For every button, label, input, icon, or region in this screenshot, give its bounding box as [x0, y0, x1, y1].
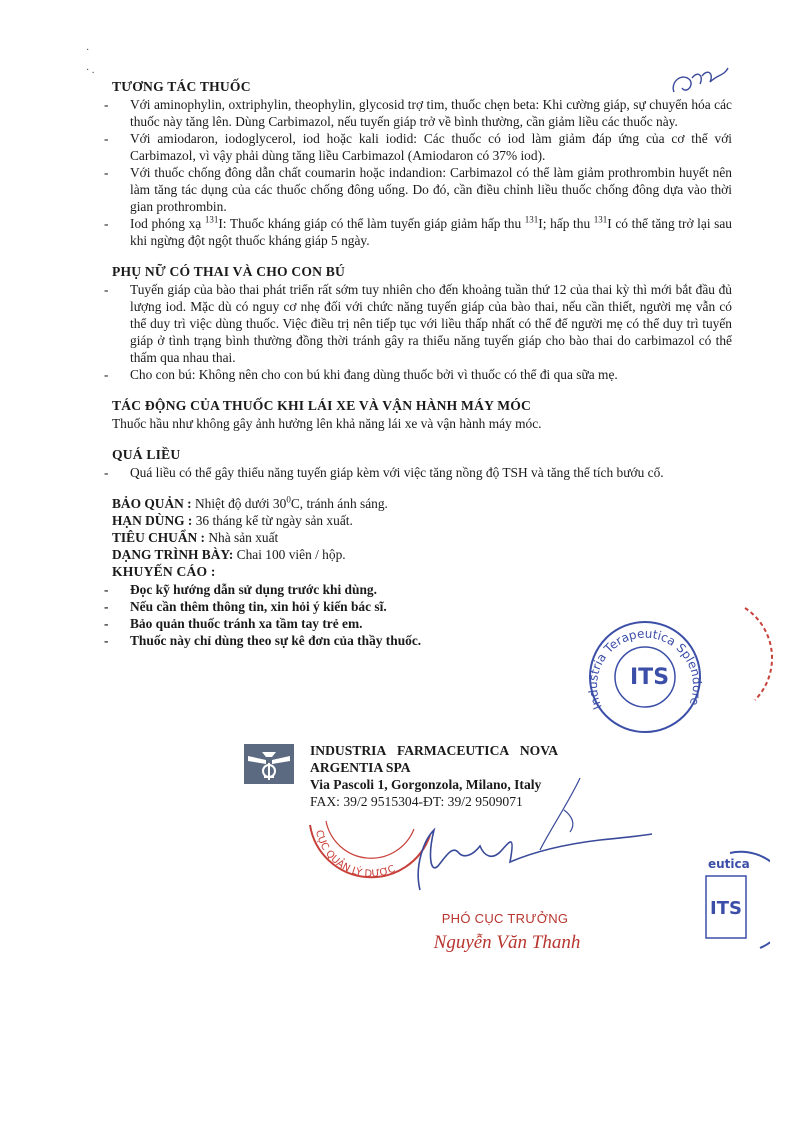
list-item: - Với aminophylin, oxtriphylin, theophylin, glycosid trợ tim, thuốc chẹn beta: Khi cường giáp, sự chuyển hóa các thuốc này tăng lên. Dùng Carbimazol, nếu tuyến giáp trở về bình thường, cần giảm liều các thuốc này.: [104, 96, 732, 130]
approver-title: PHÓ CỤC TRƯỞNG: [441, 911, 569, 926]
list-item: - Bảo quản thuốc tránh xa tầm tay trẻ em.: [104, 615, 732, 632]
seal-text: Industria Terapeutica Splendore: [585, 626, 705, 712]
section-title: QUÁ LIỀU: [112, 447, 181, 462]
shelf-life-line: HẠN DÙNG : 36 tháng kể từ ngày sản xuất.: [112, 513, 353, 528]
section-title: PHỤ NỮ CÓ THAI VÀ CHO CON BÚ: [112, 264, 346, 279]
pregnancy-list: [112, 281, 732, 383]
section-title: TƯƠNG TÁC THUỐC: [112, 79, 251, 94]
list-item: - Nếu cần thêm thông tin, xin hỏi ý kiến bác sĩ.: [104, 598, 732, 615]
list-item: - Thuốc này chỉ dùng theo sự kê đơn của thầy thuốc.: [104, 632, 732, 649]
overdose-list: [112, 464, 732, 481]
scan-marks: · · .: [86, 45, 95, 76]
interactions-list: [112, 96, 732, 249]
section-interactions: [112, 78, 732, 249]
signature-icon: [400, 770, 660, 900]
section-pregnancy: [112, 263, 732, 383]
manufacturer-address: Via Pascoli 1, Gorgonzola, Milano, Italy: [310, 777, 542, 792]
official-seal-text: CỤC QUẢN LÝ DƯỢC: [312, 829, 397, 880]
manufacturer-name-2: ARGENTIA SPA: [310, 760, 411, 775]
section-overdose: [112, 446, 732, 481]
seal-small-text: eutica: [708, 857, 750, 871]
list-item: - Quá liều có thể gây thiểu năng tuyến giáp kèm với việc tăng nồng độ TSH và tăng thể tích bướu cổ.: [104, 464, 732, 481]
initials-signature-icon: [664, 54, 734, 104]
list-item: - Với amiodaron, iodoglycerol, iod hoặc kali iodid: Các thuốc có iod làm giảm đáp ứng của cơ thể với Carbimazol, vì vậy phải dùng tăng liều Carbimazol (Amiodaron có 37% iod).: [104, 130, 732, 164]
storage-line: BẢO QUẢN : Nhiệt độ dưới $30^0C$, tránh ánh sáng.: [112, 494, 388, 511]
company-seal-small-icon: [690, 848, 770, 958]
section-title: TÁC ĐỘNG CỦA THUỐC KHI LÁI XE VÀ VẬN HÀNH MÁY MÓC: [112, 398, 532, 413]
section-text: Thuốc hầu như không gây ảnh hưởng lên khả năng lái xe và vận hành máy móc.: [112, 416, 542, 431]
list-item-iod: - Iod phóng xạ $^{131}$I: Thuốc kháng giáp có thể làm tuyến giáp giảm hấp thu $^{131}$I; hấp thu $^{131}$I có thể tăng trở lại sau khi ngừng đột ngột thuốc kháng giáp 5 ngày.: [104, 215, 732, 249]
approver-name: Nguyễn Văn Thanh: [433, 932, 581, 953]
list-item: - Đọc kỹ hướng dẫn sử dụng trước khi dùng.: [104, 581, 732, 598]
seal-small-initials: ITS: [710, 898, 742, 919]
manufacturer-contact: FAX: 39/2 9515304-ĐT: 39/2 9509071: [310, 794, 523, 809]
seal-initials: ITS: [630, 665, 670, 690]
list-item: - Tuyến giáp của bào thai phát triển rất sớm tuy nhiên cho đến khoảng tuần thứ 12 của thai kỳ thì mới bắt đầu đủ lượng iod. Mặc dù có nguy cơ nhẹ đối với chức năng tuyến giáp của bào thai, nếu cần thiết, người mẹ vẫn có thể duy trì việc dùng thuốc. Việc điều trị nên tiếp tục với liều thấp nhất có thể để người mẹ có thể duy trì tuyến giáp ở tình trạng bình thường đồng thời tránh gây ra thiểu năng tuyến giáp cho bào thai do carbimazol có thể thấm qua nhau thai.: [104, 281, 732, 366]
list-item: - Với thuốc chống đông dẫn chất coumarin hoặc indandion: Carbimazol có thể làm giảm prothrombin huyết nên làm tăng tác dụng của các thuốc chống đông uống. Do đó, cần điều chỉnh liều thuốc chống đông dựa vào thời gian prothrombin.: [104, 164, 732, 215]
presentation-line: DẠNG TRÌNH BÀY: Chai 100 viên / hộp.: [112, 547, 346, 562]
company-seal-icon: [580, 612, 710, 742]
list-item: - Cho con bú: Không nên cho con bú khi đang dùng thuốc bởi vì thuốc có thể đi qua sữa mẹ.: [104, 366, 732, 383]
manufacturer-name: INDUSTRIA FARMACEUTICA NOVA: [310, 743, 559, 758]
leaflet-content: [112, 78, 732, 649]
section-driving: [112, 397, 732, 432]
company-logo-icon: [244, 744, 294, 784]
section-title-warnings: KHUYẾN CÁO :: [112, 564, 216, 579]
red-seal-partial-icon: [735, 604, 799, 704]
standard-line: TIÊU CHUẨN : Nhà sản xuất: [112, 530, 279, 545]
